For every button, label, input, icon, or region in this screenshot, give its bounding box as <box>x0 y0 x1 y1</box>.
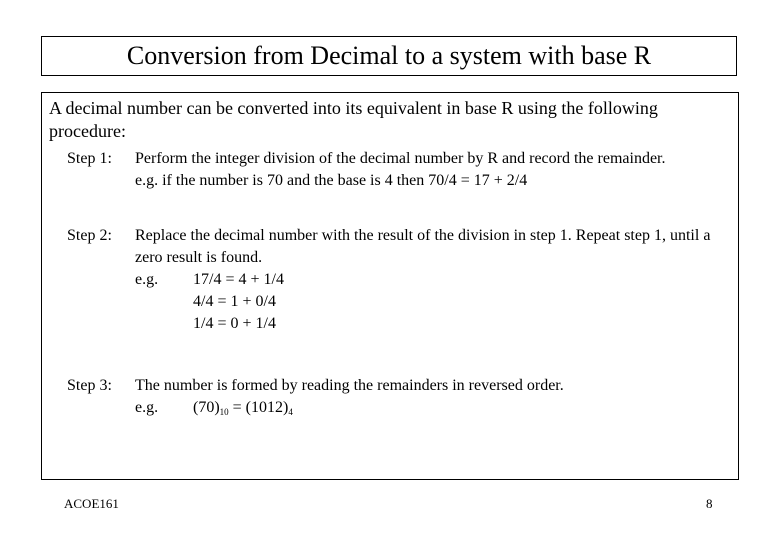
step-1-body <box>135 148 739 192</box>
formula-result-base: 4 <box>288 407 293 417</box>
formula-result: = (1012) <box>228 399 289 416</box>
step-2-label: Step 2: <box>67 227 112 244</box>
step-2-example-row <box>135 269 739 291</box>
step-3-example-formula <box>193 397 293 423</box>
step-2-example-line: 1/4 = 0 + 1/4 <box>193 315 276 332</box>
formula-decimal-base: 10 <box>219 407 229 417</box>
footer-page-number: 8 <box>706 496 713 511</box>
step-1-example: e.g. if the number is 70 and the base is 4 then 70/4 = 17 + 2/4 <box>135 172 528 189</box>
slide-title-text: Conversion from Decimal to a system with base R <box>126 41 652 70</box>
step-3-text: The number is formed by reading the remainders in reversed order. <box>135 377 564 394</box>
step-1-label: Step 1: <box>67 150 112 167</box>
step-3-body <box>135 375 739 423</box>
step-2-text: Replace the decimal number with the result of the division in step 1. Repeat step 1, until a zero result is found. <box>135 227 711 266</box>
step-3-example-label: e.g. <box>135 399 159 416</box>
step-2-example-label: e.g. <box>135 271 159 288</box>
step-2-example-line: 17/4 = 4 + 1/4 <box>193 271 284 288</box>
intro-paragraph: A decimal number can be converted into its equivalent in base R using the following procedure: <box>49 98 658 141</box>
footer-course: ACOE161 <box>64 496 119 511</box>
slide-title <box>41 36 737 76</box>
step-3-example-row <box>135 397 739 423</box>
step-2-body <box>135 225 739 335</box>
step-3-label: Step 3: <box>67 377 112 394</box>
step-1-text: Perform the integer division of the decimal number by R and record the remainder. <box>135 150 666 167</box>
formula-decimal: (70) <box>193 399 220 416</box>
step-2-example-line: 4/4 = 1 + 0/4 <box>193 293 276 310</box>
content-box <box>41 92 739 480</box>
